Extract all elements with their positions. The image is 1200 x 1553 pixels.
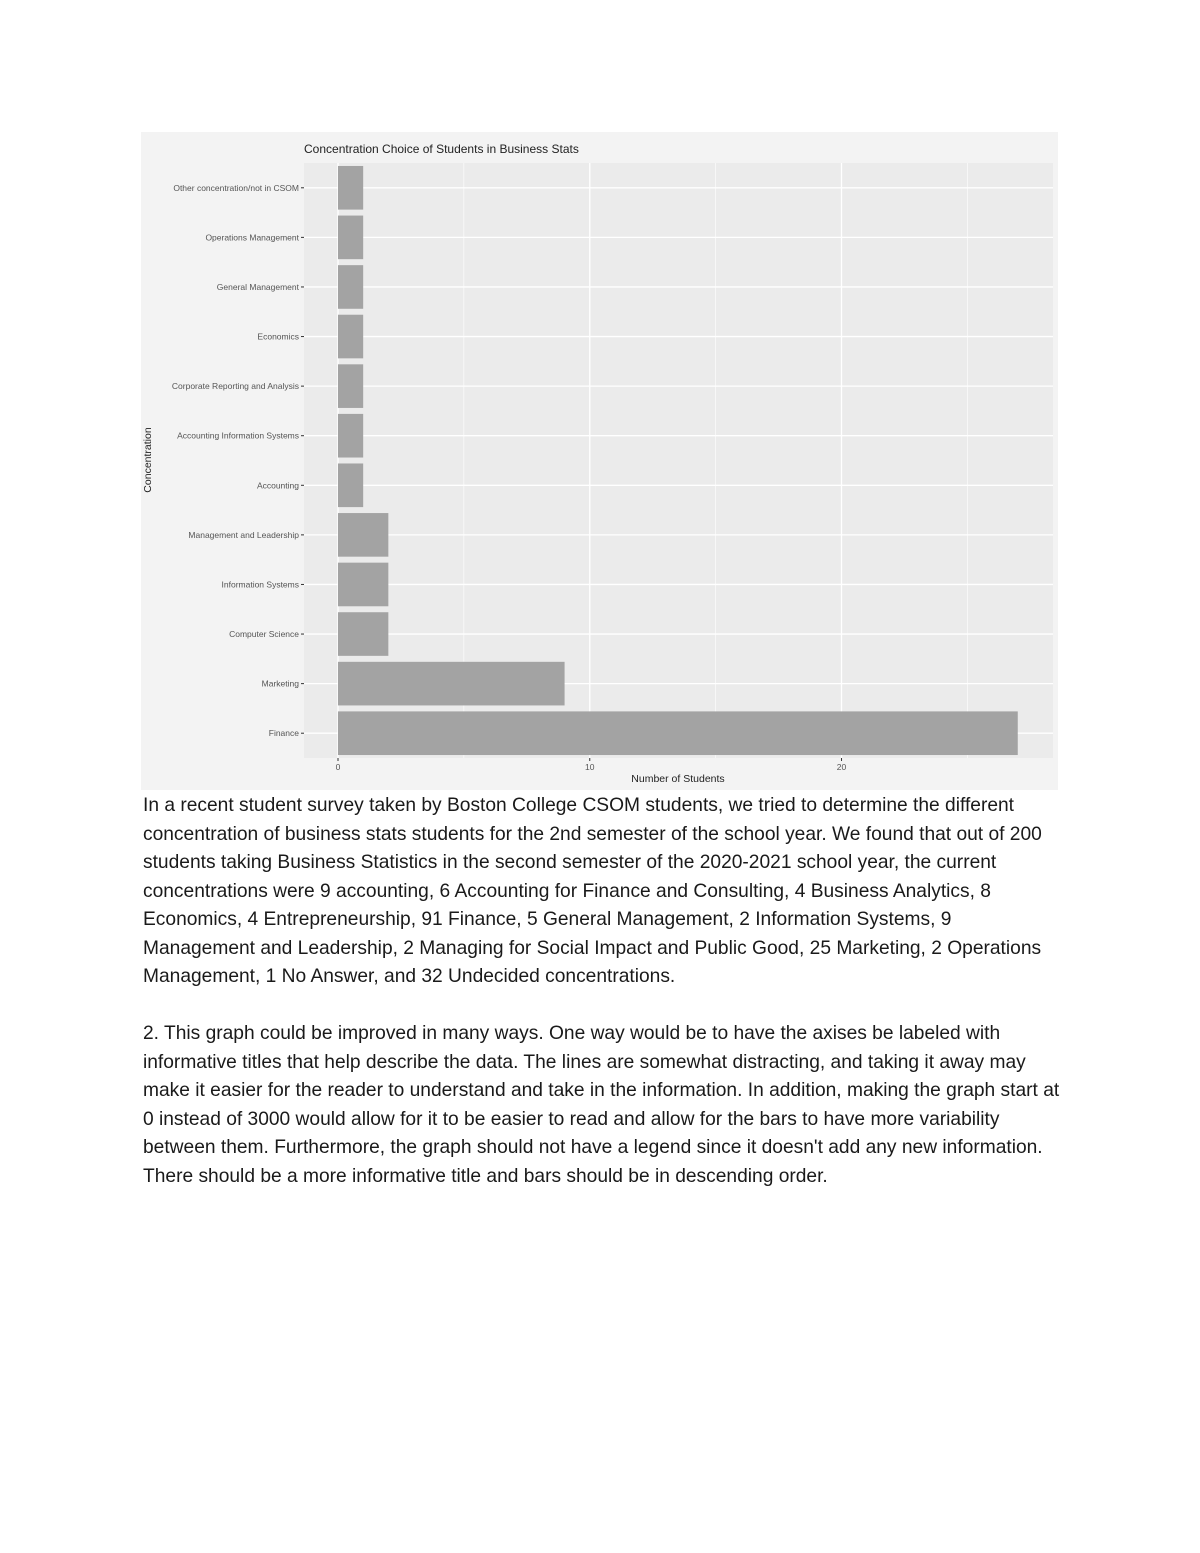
bar-general-management — [338, 265, 363, 309]
y-axis-title: Concentration — [142, 427, 154, 493]
x-tick-label: 10 — [585, 762, 595, 772]
bar-information-systems — [338, 563, 388, 607]
y-tick-label: Information Systems — [221, 579, 299, 590]
concentration-bar-chart — [141, 132, 1058, 790]
y-tick-label: Computer Science — [229, 629, 299, 640]
x-tick-label: 0 — [335, 762, 341, 772]
bar-other-concentration-not-in-csom — [338, 166, 363, 210]
x-axis-title: Number of Students — [631, 773, 725, 785]
bar-finance — [338, 711, 1018, 755]
chart-svg — [141, 132, 1058, 790]
y-tick-label: Management and Leadership — [188, 529, 299, 540]
bar-corporate-reporting-and-analysis — [338, 364, 363, 408]
survey-summary-paragraph: In a recent student survey taken by Boston College CSOM students, we tried to determine the different concentration of business stats students for the 2nd semester of the school year. We found that out of 200 students taking Business Statistics in the second semester of the 2020-2021 school year, the current concentrations were 9 accounting, 6 Accounting for Finance and Consulting, 4 Business Analytics, 8 Economics, 4 Entrepreneurship, 91 Finance, 5 General Management, 2 Information Systems, 9 Management and Leadership, 2 Managing for Social Impact and Public Good, 25 Marketing, 2 Operations Management, 1 No Answer, and 32 Undecided concentrations. — [143, 795, 1042, 987]
bar-accounting-information-systems — [338, 414, 363, 458]
y-tick-label: Economics — [257, 331, 299, 342]
x-tick-label: 20 — [836, 762, 847, 772]
bar-economics — [338, 315, 363, 359]
y-tick-label: Other concentration/not in CSOM — [173, 182, 299, 193]
y-tick-label: Operations Management — [205, 232, 299, 243]
bar-operations-management — [338, 216, 363, 260]
chart-title: Concentration Choice of Students in Business Stats — [304, 142, 579, 156]
improvement-suggestions-paragraph: 2. This graph could be improved in many ways. One way would be to have the axises be labeled with informative titles that help describe the data. The lines are somewhat distracting, and taking it away may make it easier for the reader to understand and take in the information. In addition, making the graph start at 0 instead of 3000 would allow for it to be easier to read and allow for the bars to have more variability between them. Furthermore, the graph should not have a legend since it doesn't add any new information. There should be a more informative title and bars should be in descending order. — [143, 1023, 1060, 1187]
bar-marketing — [338, 662, 565, 706]
bar-management-and-leadership — [338, 513, 388, 557]
document-body — [143, 792, 1063, 1191]
y-tick-label: Corporate Reporting and Analysis — [171, 381, 299, 392]
bar-computer-science — [338, 612, 388, 656]
y-tick-label: Accounting — [256, 480, 299, 491]
y-tick-label: Finance — [268, 728, 299, 739]
y-tick-label: Marketing — [261, 678, 299, 689]
y-tick-label: General Management — [216, 281, 299, 292]
y-tick-label: Accounting Information Systems — [177, 430, 299, 441]
bar-accounting — [338, 463, 363, 507]
